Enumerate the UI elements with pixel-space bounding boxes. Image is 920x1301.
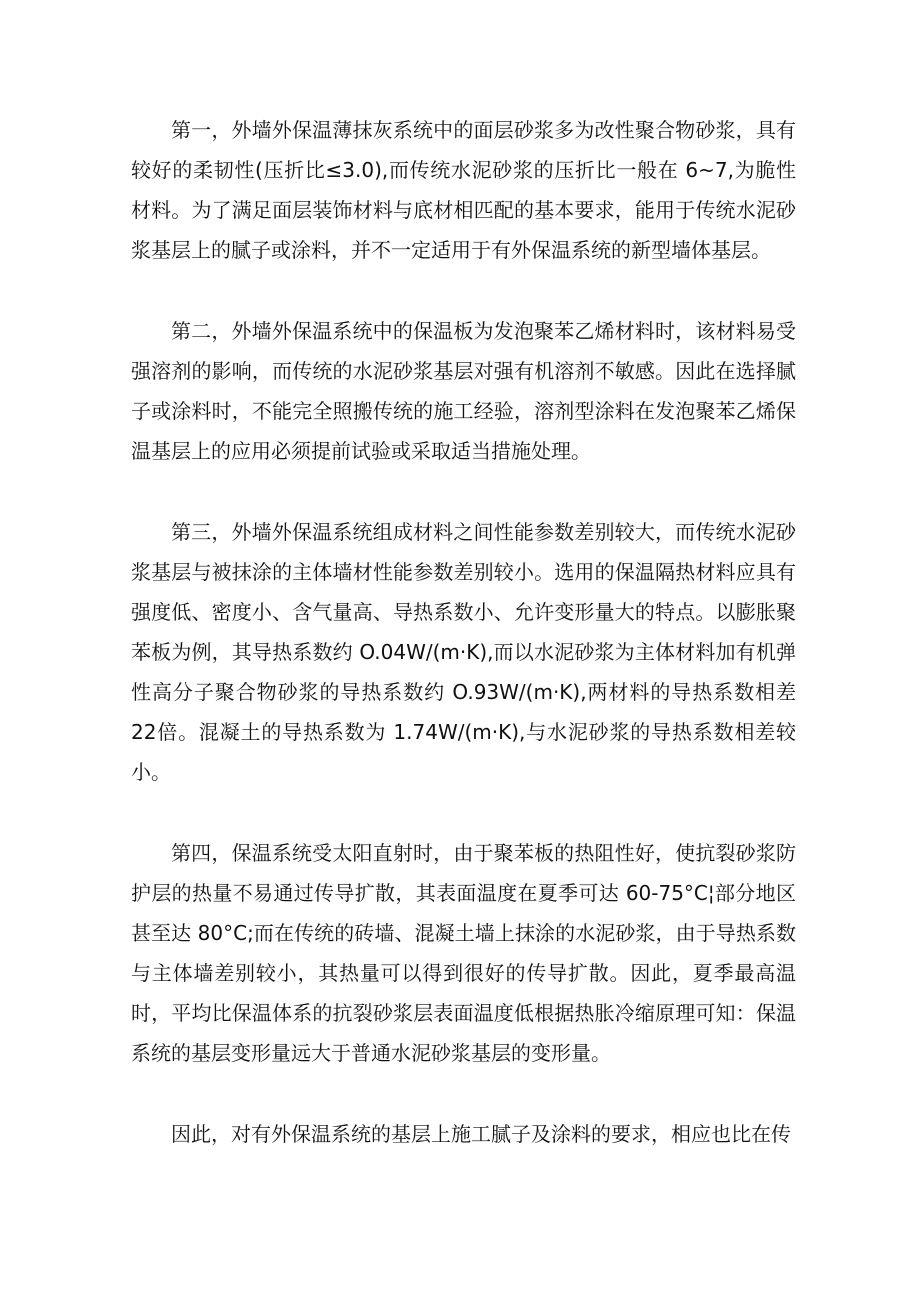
document-body [131,110,796,1154]
paragraph-4: 第四，保温系统受太阳直射时，由于聚苯板的热阻性好，使抗裂砂浆防护层的热量不易通过传导扩散，其表面温度在夏季可达 60-75°C¦部分地区甚至达 80°C;而在传统的砖墙、混凝土墙上抹涂的水泥砂浆，由于导热系数与主体墙差别较小，其热量可以得到很好的传导扩散。因此，夏季最高温时，平均比保温体系的抗裂砂浆层表面温度低根据热胀冷缩原理可知：保温系统的基层变形量远大于普通水泥砂浆基层的变形量。 [131,841,796,1065]
paragraph-1: 第一，外墙外保温薄抹灰系统中的面层砂浆多为改性聚合物砂浆，具有较好的柔韧性(压折比≤3.0),而传统水泥砂浆的压折比一般在 6~7,为脆性材料。为了满足面层装饰材料与底材相匹配的基本要求，能用于传统水泥砂浆基层上的腻子或涂料，并不一定适用于有外保温系统的新型墙体基层。 [131,118,796,262]
paragraph-5: 因此，对有外保温系统的基层上施工腻子及涂料的要求，相应也比在传 [171,1122,791,1146]
paragraph-2: 第二，外墙外保温系统中的保温板为发泡聚苯乙烯材料时，该材料易受强溶剂的影响，而传统的水泥砂浆基层对强有机溶剂不敏感。因此在选择腻子或涂料时，不能完全照搬传统的施工经验，溶剂型涂料在发泡聚苯乙烯保温基层上的应用必须提前试验或采取适当措施处理。 [131,319,796,463]
paragraph-3: 第三，外墙外保温系统组成材料之间性能参数差别较大，而传统水泥砂浆基层与被抹涂的主体墙材性能参数差别较小。选用的保温隔热材料应具有强度低、密度小、含气量高、导热系数小、允许变形量大的特点。以膨胀聚苯板为例，其导热系数约 O.04W/(m·K),而以水泥砂浆为主体材料加有机弹性高分子聚合物砂浆的导热系数约 O.93W/(m·K),两材料的导热系数相差 22倍。混凝土的导热系数为 1.74W/(m·K),与水泥砂浆的导热系数相差较小。 [131,520,796,784]
